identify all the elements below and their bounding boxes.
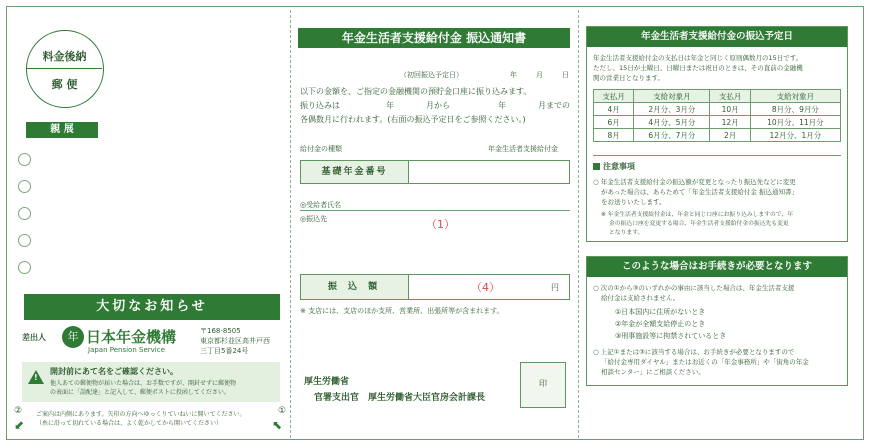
amount-label: 振 込 額 xyxy=(301,275,409,299)
first-date-month: 月 xyxy=(536,71,543,79)
schedule-panel xyxy=(586,26,848,242)
jps-logo-icon: 年 xyxy=(62,326,84,348)
table-cell: 4月分、5月分 xyxy=(634,116,710,129)
recipient-name-label: ◎受給者氏名 xyxy=(300,201,342,209)
fold-line-left xyxy=(290,10,291,438)
procedure1-line1: ○ 次の①から③のいずれかの事由に該当した場合は、年金生活者支援 xyxy=(593,284,795,292)
stamp-line1: 料金後納 xyxy=(42,50,87,63)
schedule-text3: 関の営業日となります。 xyxy=(593,74,664,82)
ministry-name: 厚生労働省 xyxy=(304,377,350,387)
square-bullet-icon xyxy=(593,163,600,170)
first-date-label: （初回振込予定日） xyxy=(400,71,463,79)
table-cell: 10月 xyxy=(710,103,750,116)
note1-line2: があった場合は、あらためて「年金生活者支援給付金 振込通知書」 xyxy=(601,188,799,196)
procedure2-line2: 「給付金専用ダイヤル」またはお近くの「年金事務所」や「街角の年金 xyxy=(601,358,809,366)
procedure-item2: ②年金が全額支給停止のとき xyxy=(615,320,706,328)
header-payment-month: 支払月 xyxy=(594,90,634,103)
stamp-line2: 郵 便 xyxy=(51,78,78,91)
intro-line3: 各偶数月に行われます。(右面の振込予定日をご参照ください。) xyxy=(300,115,526,124)
pension-number-label: 基礎年金番号 xyxy=(301,161,409,183)
table-cell: 12月分、1月分 xyxy=(750,129,840,142)
sender-address1: 東京都杉並区高井戸西 xyxy=(200,337,270,345)
notes-divider xyxy=(593,155,841,156)
warning-box: ! 開封前にあて名をご確認ください。 他人あての郵便物が届いた場合は、お手数ですが、開封せずに郵便物 の表面に「誤配達」と記入して、郵便ポストに投函してください。 xyxy=(22,362,280,402)
table-cell: 8月分、9月分 xyxy=(750,103,840,116)
table-row xyxy=(594,116,841,129)
first-date-day: 日 xyxy=(562,71,569,79)
recipient-name-line xyxy=(300,210,570,211)
table-cell: 6月分、7月分 xyxy=(634,129,710,142)
marker-4: （4） xyxy=(471,281,500,294)
warning-line1: 他人あての郵便物が届いた場合は、お手数ですが、開封せずに郵便物 xyxy=(50,380,237,387)
intro-year-to: 年 xyxy=(498,101,506,110)
table-cell: 12月 xyxy=(710,116,750,129)
open-guide-line1: ご案内は内側にあります。矢印の方向へゆっくりていねいに開いてください。 xyxy=(36,411,246,418)
intro-line1: 以下の金額を、ご指定の金融機関の預貯金口座に振り込みます。 xyxy=(300,87,532,96)
header-payment-month: 支払月 xyxy=(710,90,750,103)
intro-line2: 振り込みは xyxy=(300,101,340,110)
arrow-down-left-icon: ⬋ xyxy=(14,418,25,432)
yen-unit: 円 xyxy=(551,283,559,292)
amount-box xyxy=(300,274,570,300)
fold-line-right xyxy=(578,10,579,438)
benefit-type-label: 給付金の種類 xyxy=(300,145,342,153)
binder-hole-4 xyxy=(18,234,31,247)
table-cell: 8月 xyxy=(594,129,634,142)
notes-title: 注意事項 xyxy=(603,162,635,171)
note2-line1: ※ 年金生活者支援給付金は、年金と同じ口座にお振り込みしますので、年 xyxy=(601,212,794,218)
notes-heading xyxy=(593,161,635,172)
note1-line1: ○ 年金生活者支援給付金の振込額が変更となったり振込先などに変更 xyxy=(593,178,796,186)
table-row xyxy=(594,129,841,142)
table-cell: 2月 xyxy=(710,129,750,142)
sender-label: 差出人 xyxy=(22,333,46,342)
procedure-item1: ①日本国内に住所がないとき xyxy=(615,308,706,316)
notice-title: 年金生活者支援給付金 振込通知書 xyxy=(298,28,570,48)
marker-1: （1） xyxy=(426,218,455,231)
header-target-months: 支給対象月 xyxy=(750,90,840,103)
intro-year-from: 年 xyxy=(386,101,394,110)
official-name: 官署支出官 厚生労働省大臣官房会計課長 xyxy=(314,393,486,403)
schedule-text2: ただし、15日が土曜日、日曜日または祝日のときは、その直前の金融機 xyxy=(593,64,803,72)
intro-month-to: 月までの xyxy=(538,101,570,110)
arrow-up-left-icon: ⬉ xyxy=(272,418,283,432)
procedure-panel xyxy=(586,256,848,386)
procedure2-line3: 相談センター」にご相談ください。 xyxy=(601,368,705,376)
warning-line2: の表面に「誤配達」と記入して、郵便ポストに投函してください。 xyxy=(50,389,230,396)
addressee-label: 親 展 xyxy=(26,122,98,138)
binder-hole-1 xyxy=(18,153,31,166)
intro-month-from: 月から xyxy=(426,101,450,110)
procedure2-line1: ○ 上記①または③に該当する場合は、お手続きが必要となりますので xyxy=(593,348,795,356)
open-step-2: ② xyxy=(14,406,23,416)
table-row xyxy=(594,103,841,116)
binder-hole-3 xyxy=(18,207,31,220)
transfer-to-label: ◎振込先 xyxy=(300,215,328,223)
header-target-months: 支給対象月 xyxy=(634,90,710,103)
open-step-1: ① xyxy=(278,406,287,416)
open-guide-line2: （糸に沿って切れている場合は、よく乾かしてから開いてください） xyxy=(36,420,223,427)
binder-hole-2 xyxy=(18,180,31,193)
note2-line2: 金の振込口座を変更する場合、年金生活者支援給付金の振込先も変更 xyxy=(609,221,789,227)
official-seal-box xyxy=(520,362,566,408)
procedure-title: このような場合はお手続きが必要となります xyxy=(587,257,847,277)
sender-address2: 三丁目5番24号 xyxy=(200,347,249,355)
sender-zip: 〒168-8505 xyxy=(200,327,241,335)
schedule-title: 年金生活者支援給付金の振込予定日 xyxy=(587,27,847,47)
table-cell: 6月 xyxy=(594,116,634,129)
seal-label: 印 xyxy=(539,379,547,388)
first-date-year: 年 xyxy=(510,71,517,79)
procedure-item3: ③刑事施設等に拘禁されているとき xyxy=(615,332,727,340)
sender-org-name: 日本年金機構 xyxy=(86,328,177,346)
note2-line3: となります。 xyxy=(609,230,644,236)
sender-org-english: Japan Pension Service xyxy=(88,346,165,354)
schedule-table-header xyxy=(594,90,841,103)
table-cell: 4月 xyxy=(594,103,634,116)
postage-stamp xyxy=(26,30,104,108)
binder-hole-5 xyxy=(18,261,31,274)
warning-title: 開封前にあて名をご確認ください。 xyxy=(50,367,178,376)
procedure1-line2: 給付金は支給されません。 xyxy=(601,294,680,302)
note1-line3: をお送りいたします。 xyxy=(601,198,666,206)
table-cell: 2月分、3月分 xyxy=(634,103,710,116)
table-cell: 10月分、11月分 xyxy=(750,116,840,129)
benefit-type-value: 年金生活者支援給付金 xyxy=(488,145,558,153)
pension-number-box xyxy=(300,160,570,184)
important-notice-banner: 大切なお知らせ xyxy=(24,294,280,320)
branch-note: ※ 支店には、支店のほか支所、営業所、出張所等が含まれます。 xyxy=(300,307,504,315)
schedule-text1: 年金生活者支援給付金の支払日は年金と同じく原則偶数月の15日です。 xyxy=(593,54,803,62)
schedule-table xyxy=(593,89,841,142)
